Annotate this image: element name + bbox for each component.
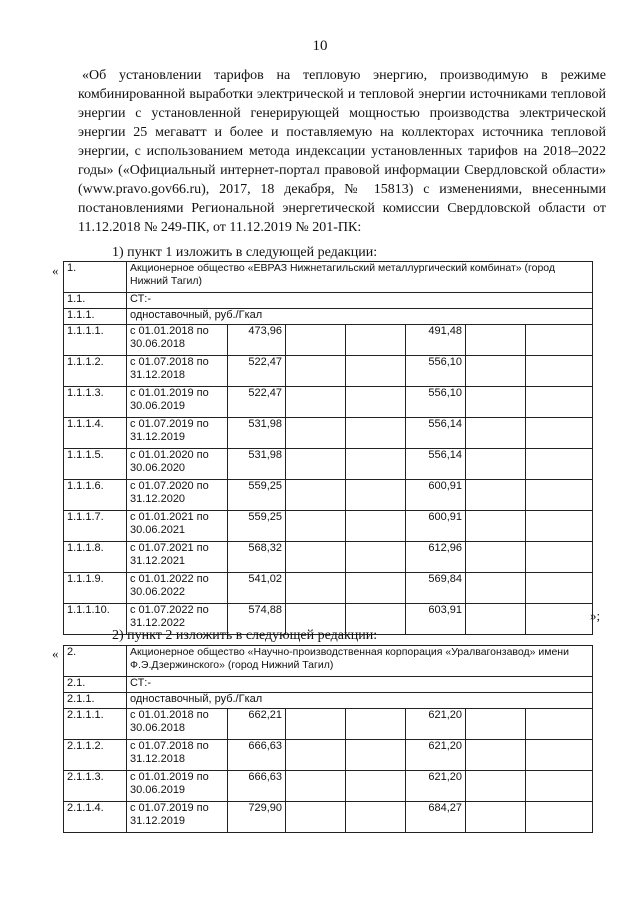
section1-quote-close: »;: [590, 608, 601, 623]
row-empty-cell: [526, 709, 593, 740]
org-name: Акционерное общество «ЕВРАЗ Нижнетагильский металлургический комбинат» (город Нижний Тагил): [127, 262, 593, 293]
row-value-1: 473,96: [228, 325, 286, 356]
row-value-1: 522,47: [228, 356, 286, 387]
row-value-1: 666,63: [228, 771, 286, 802]
table-row: [64, 542, 593, 573]
row-empty-cell: [526, 480, 593, 511]
row-empty-cell: [286, 573, 346, 604]
row-empty-cell: [466, 511, 526, 542]
row-period: с 01.07.2018 по 31.12.2018: [127, 740, 228, 771]
row-empty-cell: [526, 418, 593, 449]
table-row: [64, 573, 593, 604]
row-value-2: 684,27: [406, 802, 466, 833]
row-empty-cell: [526, 325, 593, 356]
table-row: [64, 709, 593, 740]
row-period: с 01.07.2021 по 31.12.2021: [127, 542, 228, 573]
row-empty-cell: [286, 418, 346, 449]
row-value-1: 559,25: [228, 480, 286, 511]
org-row: [64, 262, 593, 293]
row-value-1: 729,90: [228, 802, 286, 833]
row-empty-cell: [286, 740, 346, 771]
row-empty-cell: [466, 802, 526, 833]
table-row: [64, 802, 593, 833]
table-row: [64, 325, 593, 356]
row-empty-cell: [466, 449, 526, 480]
row-num: 2.1.1.1.: [64, 709, 127, 740]
rate-num: 1.1.1.: [64, 309, 127, 325]
row-period: с 01.01.2019 по 30.06.2019: [127, 387, 228, 418]
row-empty-cell: [346, 511, 406, 542]
row-period: с 01.01.2019 по 30.06.2019: [127, 771, 228, 802]
row-empty-cell: [286, 511, 346, 542]
row-num: 1.1.1.5.: [64, 449, 127, 480]
row-period: с 01.07.2018 по 31.12.2018: [127, 356, 228, 387]
table-row: [64, 449, 593, 480]
row-period: с 01.07.2022 по 31.12.2022: [127, 604, 228, 635]
row-value-1: 522,47: [228, 387, 286, 418]
row-value-1: 666,63: [228, 740, 286, 771]
row-empty-cell: [286, 771, 346, 802]
section2-quote-open: «: [52, 646, 59, 661]
row-empty-cell: [286, 387, 346, 418]
row-num: 1.1.1.6.: [64, 480, 127, 511]
row-value-1: 531,98: [228, 449, 286, 480]
row-empty-cell: [526, 604, 593, 635]
org-num: 1.: [64, 262, 127, 293]
sub-num: 1.1.: [64, 293, 127, 309]
row-value-2: 621,20: [406, 740, 466, 771]
row-value-1: 662,21: [228, 709, 286, 740]
sub-label: СТ:-: [127, 293, 593, 309]
row-empty-cell: [526, 356, 593, 387]
row-value-2: 603,91: [406, 604, 466, 635]
row-empty-cell: [466, 542, 526, 573]
org-name: Акционерное общество «Научно-производственная корпорация «Уралвагонзавод» имени Ф.Э.Дзержинского» (город Нижний Тагил): [127, 646, 593, 677]
row-period: с 01.01.2018 по 30.06.2018: [127, 709, 228, 740]
row-num: 2.1.1.3.: [64, 771, 127, 802]
row-value-1: 574,88: [228, 604, 286, 635]
row-empty-cell: [346, 449, 406, 480]
row-value-2: 600,91: [406, 480, 466, 511]
row-empty-cell: [526, 511, 593, 542]
row-period: с 01.01.2018 по 30.06.2018: [127, 325, 228, 356]
rate-row: [64, 693, 593, 709]
row-value-2: 556,10: [406, 356, 466, 387]
row-empty-cell: [346, 740, 406, 771]
row-empty-cell: [466, 709, 526, 740]
row-empty-cell: [466, 573, 526, 604]
row-period: с 01.01.2020 по 30.06.2020: [127, 449, 228, 480]
sub-row: [64, 293, 593, 309]
row-empty-cell: [526, 573, 593, 604]
tariff-table-1: [63, 261, 593, 635]
row-empty-cell: [286, 449, 346, 480]
row-empty-cell: [466, 740, 526, 771]
row-empty-cell: [526, 771, 593, 802]
row-value-2: 621,20: [406, 709, 466, 740]
table-row: [64, 356, 593, 387]
rate-num: 2.1.1.: [64, 693, 127, 709]
row-empty-cell: [346, 418, 406, 449]
org-num: 2.: [64, 646, 127, 677]
row-empty-cell: [526, 740, 593, 771]
row-num: 1.1.1.2.: [64, 356, 127, 387]
sub-label: СТ:-: [127, 677, 593, 693]
row-empty-cell: [466, 387, 526, 418]
table-row: [64, 771, 593, 802]
row-num: 2.1.1.4.: [64, 802, 127, 833]
table-row: [64, 740, 593, 771]
rate-row: [64, 309, 593, 325]
row-empty-cell: [466, 771, 526, 802]
row-num: 1.1.1.9.: [64, 573, 127, 604]
table-row: [64, 480, 593, 511]
rate-label: одноставочный, руб./Гкал: [127, 693, 593, 709]
table-row: [64, 387, 593, 418]
row-empty-cell: [286, 542, 346, 573]
row-period: с 01.01.2022 по 30.06.2022: [127, 573, 228, 604]
row-num: 1.1.1.7.: [64, 511, 127, 542]
row-empty-cell: [286, 325, 346, 356]
row-empty-cell: [526, 802, 593, 833]
sub-row: [64, 677, 593, 693]
row-period: с 01.01.2021 по 30.06.2021: [127, 511, 228, 542]
row-empty-cell: [346, 771, 406, 802]
row-empty-cell: [346, 573, 406, 604]
table-row: [64, 511, 593, 542]
org-row: [64, 646, 593, 677]
row-value-2: 491,48: [406, 325, 466, 356]
row-value-2: 621,20: [406, 771, 466, 802]
rate-label: одноставочный, руб./Гкал: [127, 309, 593, 325]
row-empty-cell: [526, 387, 593, 418]
row-empty-cell: [286, 802, 346, 833]
row-empty-cell: [346, 802, 406, 833]
row-empty-cell: [346, 480, 406, 511]
row-empty-cell: [526, 542, 593, 573]
row-num: 1.1.1.8.: [64, 542, 127, 573]
row-value-2: 569,84: [406, 573, 466, 604]
page-number: 10: [312, 38, 328, 54]
row-value-2: 556,10: [406, 387, 466, 418]
row-empty-cell: [466, 325, 526, 356]
row-empty-cell: [346, 709, 406, 740]
section1-heading: 1) пункт 1 изложить в следующей редакции:: [112, 245, 378, 260]
sub-num: 2.1.: [64, 677, 127, 693]
section2-heading: 2) пункт 2 изложить в следующей редакции:: [112, 628, 378, 643]
row-value-2: 556,14: [406, 449, 466, 480]
row-value-2: 600,91: [406, 511, 466, 542]
row-empty-cell: [346, 387, 406, 418]
row-num: 1.1.1.3.: [64, 387, 127, 418]
row-empty-cell: [346, 325, 406, 356]
row-empty-cell: [466, 418, 526, 449]
row-num: 2.1.1.2.: [64, 740, 127, 771]
intro-paragraph: «Об установлении тарифов на тепловую энергию, производимую в режиме комбинированной выработки электрической и тепловой энергии источниками тепловой энергии с установленной генерирующей мощностью производства электрической энергии 25 мегаватт и более и поставляемую на коллекторах источника тепловой энергии, с использованием метода индексации установленных тарифов на 2018–2022 годы» («Официальный интернет-портал правовой информации Свердловской области» (www.pravo.gov66.ru), 2017, 18 декабря, № 15813) с изменениями, внесенными постановлениями Региональной энергетической комиссии Свердловской области от 11.12.2018 № 249-ПК, от 11.12.2019 № 201-ПК:: [78, 68, 606, 235]
row-empty-cell: [466, 356, 526, 387]
row-period: с 01.07.2020 по 31.12.2020: [127, 480, 228, 511]
table-row: [64, 418, 593, 449]
row-period: с 01.07.2019 по 31.12.2019: [127, 418, 228, 449]
row-value-1: 541,02: [228, 573, 286, 604]
row-empty-cell: [466, 480, 526, 511]
row-empty-cell: [526, 449, 593, 480]
row-empty-cell: [466, 604, 526, 635]
row-empty-cell: [286, 356, 346, 387]
section1-quote-open: «: [52, 263, 59, 278]
row-num: 1.1.1.4.: [64, 418, 127, 449]
row-num: 1.1.1.10.: [64, 604, 127, 635]
row-value-1: 568,32: [228, 542, 286, 573]
row-value-2: 556,14: [406, 418, 466, 449]
row-empty-cell: [346, 542, 406, 573]
row-empty-cell: [346, 356, 406, 387]
row-value-1: 531,98: [228, 418, 286, 449]
row-value-2: 612,96: [406, 542, 466, 573]
row-empty-cell: [286, 709, 346, 740]
tariff-table-2: [63, 645, 593, 833]
row-num: 1.1.1.1.: [64, 325, 127, 356]
row-value-1: 559,25: [228, 511, 286, 542]
row-empty-cell: [286, 480, 346, 511]
row-period: с 01.07.2019 по 31.12.2019: [127, 802, 228, 833]
